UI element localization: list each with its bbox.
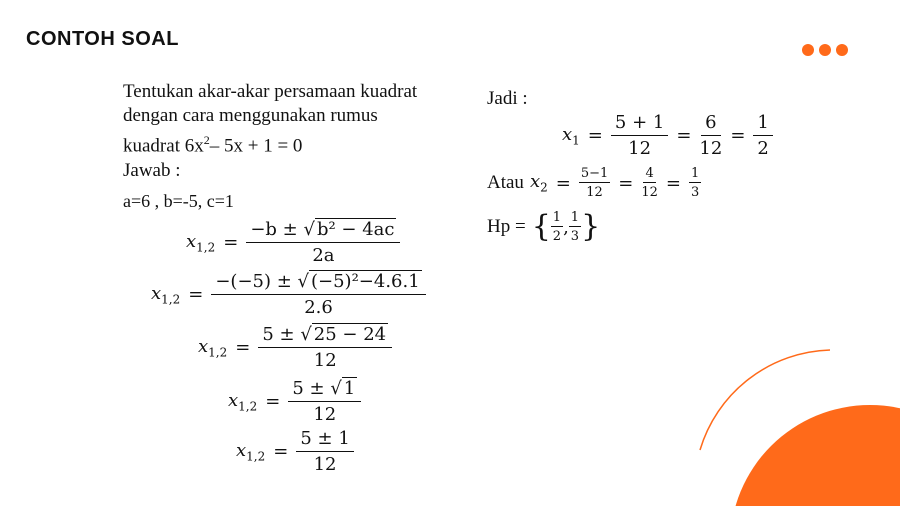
var: x	[236, 439, 247, 461]
var: x	[151, 282, 162, 304]
equals-sign: =	[235, 337, 251, 358]
comma: ,	[563, 216, 569, 238]
denominator: 12	[313, 350, 337, 371]
radicand: 1	[343, 378, 356, 399]
numerator: 5−1	[580, 166, 609, 181]
numerator: 5 ± 1	[296, 428, 353, 452]
equals-sign: =	[618, 172, 634, 194]
numerator	[258, 324, 392, 348]
fraction	[641, 166, 658, 200]
fraction	[753, 112, 772, 159]
fraction	[246, 219, 400, 266]
equals-sign: =	[730, 125, 746, 146]
result-lhs	[562, 124, 580, 148]
formula-lhs	[228, 390, 257, 414]
problem-line: Tentukan akar-akar persamaan kuadrat	[123, 81, 418, 102]
exponent: 2	[203, 133, 210, 147]
equals-sign: =	[587, 125, 603, 146]
numerator	[288, 378, 361, 402]
formula-step-2	[151, 271, 426, 318]
close-brace: }	[581, 209, 601, 244]
numerator: 1	[552, 210, 562, 225]
denominator: 2a	[312, 245, 335, 266]
equals-sign: =	[223, 232, 239, 253]
denominator: 12	[586, 185, 603, 200]
var: x	[562, 123, 573, 145]
subscript: 1	[572, 133, 580, 148]
denominator: 2	[552, 229, 562, 244]
numerator	[211, 271, 425, 295]
solution-set	[487, 210, 600, 244]
fraction	[699, 112, 722, 159]
fraction	[579, 166, 610, 200]
var: x	[186, 230, 197, 252]
denominator: 12	[699, 138, 723, 159]
formula-lhs	[186, 231, 215, 255]
equals-sign: =	[676, 125, 692, 146]
denominator: 3	[691, 185, 700, 200]
answer-label: Jawab :	[123, 160, 181, 181]
denominator: 12	[313, 404, 337, 425]
formula-step-1	[186, 219, 400, 266]
problem-text: – 5x + 1 = 0	[209, 135, 303, 157]
denominator: 2.6	[304, 297, 333, 318]
formula-step-5	[236, 428, 354, 475]
formula-lhs	[151, 283, 180, 307]
equals-sign: =	[555, 172, 571, 194]
fraction	[258, 324, 392, 371]
radicand: 25 − 24	[313, 324, 387, 345]
open-brace: {	[531, 209, 551, 244]
var: x	[198, 335, 209, 357]
numerator: 1	[691, 166, 700, 181]
coefficients: a=6 , b=-5, c=1	[123, 191, 234, 211]
subscript: 1,2	[238, 399, 258, 414]
fraction	[296, 428, 353, 475]
var: x	[228, 389, 239, 411]
var: x	[529, 171, 541, 193]
slide-title: CONTOH SOAL	[26, 28, 179, 50]
equals-sign: =	[265, 391, 281, 412]
decorative-circle	[730, 405, 900, 506]
problem-line: dengan cara menggunakan rumus	[123, 105, 378, 126]
denominator: 12	[628, 138, 652, 159]
num-text: −(−5) ± √	[215, 271, 309, 292]
radicand: b² − 4ac	[316, 219, 395, 240]
denominator: 2	[757, 138, 769, 159]
fraction	[551, 210, 563, 244]
subscript: 2	[540, 180, 548, 195]
numerator: 5 + 1	[611, 112, 668, 136]
solution-set-label: Hp =	[487, 216, 526, 237]
result-x2	[487, 166, 701, 200]
subscript: 1,2	[246, 449, 266, 464]
num-text: 5 ± √	[292, 378, 342, 399]
fraction	[611, 112, 668, 159]
fraction	[569, 210, 581, 244]
formula-step-4	[228, 378, 361, 425]
numerator	[246, 219, 400, 243]
formula-step-3	[198, 324, 392, 371]
fraction	[288, 378, 361, 425]
fraction	[211, 271, 425, 318]
result-lhs	[530, 171, 548, 195]
problem-text: kuadrat 6x	[123, 135, 204, 157]
denominator: 12	[641, 185, 658, 200]
num-text: −b ± √	[250, 219, 315, 240]
problem-equation	[123, 128, 468, 158]
equals-sign: =	[188, 284, 204, 305]
formula-lhs	[198, 336, 227, 360]
problem-statement	[123, 80, 468, 158]
num-text: 5 ± √	[262, 324, 312, 345]
subscript: 1,2	[208, 345, 228, 360]
formula-lhs	[236, 440, 265, 464]
numerator: 4	[645, 166, 654, 181]
numerator: 6	[701, 112, 720, 136]
subscript: 1,2	[161, 292, 181, 307]
conclusion-label: Jadi :	[487, 88, 528, 109]
subscript: 1,2	[196, 240, 216, 255]
equals-sign: =	[665, 172, 681, 194]
denominator: 12	[313, 454, 337, 475]
radicand: (−5)²−4.6.1	[311, 271, 420, 292]
numerator: 1	[570, 210, 580, 225]
or-label: Atau	[487, 172, 524, 193]
equals-sign: =	[273, 441, 289, 462]
numerator: 1	[753, 112, 772, 136]
denominator: 3	[570, 229, 580, 244]
fraction	[689, 166, 701, 200]
result-x1	[562, 112, 773, 159]
